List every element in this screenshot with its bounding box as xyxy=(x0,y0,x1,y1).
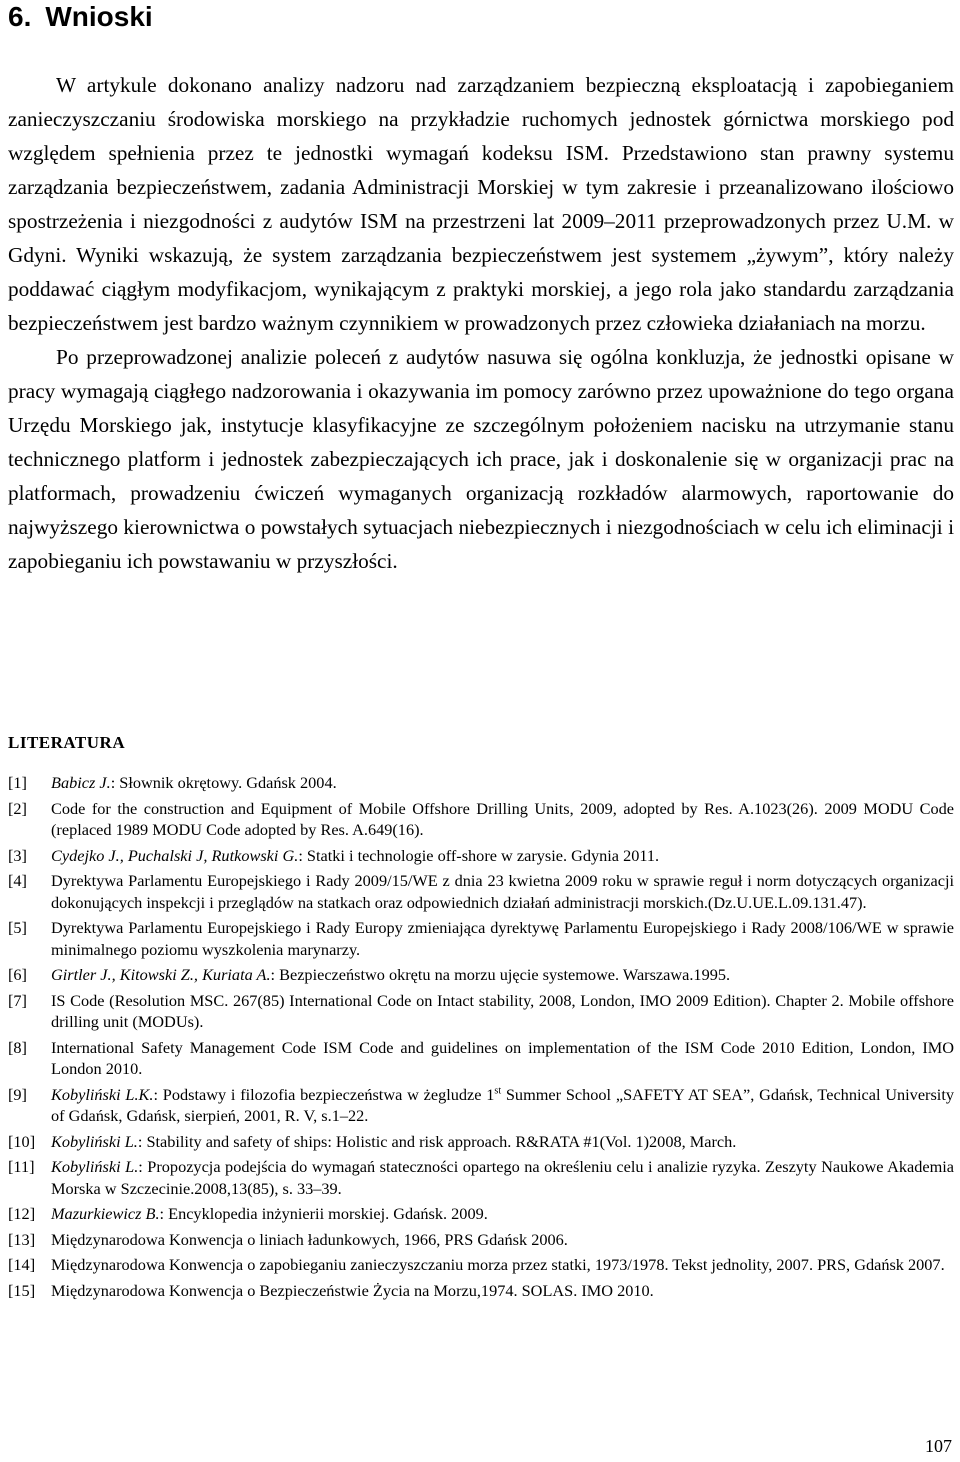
reference-item xyxy=(8,1229,954,1251)
reference-number: [2] xyxy=(8,798,27,818)
reference-item xyxy=(8,1084,954,1127)
reference-item xyxy=(8,845,954,867)
section-heading xyxy=(8,0,153,34)
reference-text: Dyrektywa Parlamentu Europejskiego i Rady 2009/15/WE z dnia 23 kwietna 2009 roku w sprawie reguł i norm dotyczących organizacji dokonujących inspekcji i przeglądów na statkach oraz odpowiednich działań administracji morskich.(Dz.U.UE.L.09.131.47). xyxy=(51,871,954,912)
reference-number: [1] xyxy=(8,773,27,792)
reference-text-continued: Summer School „SAFETY AT SEA”, Gdańsk, Technical University of Gdańsk, Gdańsk, sierpień, 2001, R. V, s.1–22. xyxy=(51,1084,954,1125)
reference-text: : Stability and safety of ships: Holistic and risk approach. R&RATA #1(Vol. 1)2008, March. xyxy=(137,1131,737,1151)
reference-item xyxy=(8,1280,954,1302)
reference-item xyxy=(8,798,954,841)
reference-number: [7] xyxy=(8,990,27,1010)
literature-title: LITERATURA xyxy=(8,733,126,752)
reference-item xyxy=(8,990,954,1033)
paragraph: Po przeprowadzonej analizie poleceń z audytów nasuwa się ogólna konkluzja, że jednostki opisane w pracy wymagają ciągłego nadzorowania i okazywania im pomocy zarówno przez upoważnione do tego organa Urzędu Morskiego jak, instytucje klasyfikacyjne ze szczególnym położeniem nacisku na utrzymanie stanu technicznego platform i jednostek zabezpieczających ich prace, jak i doskonalenie się w organizacji prac na platformach, prowadzeniu ćwiczeń wymaganych organizacją rozkładów alarmowych, raportowanie do najwyższego kierownictwa o powstałych sytuacjach niebezpiecznych i niezgodnościach w celu ich eliminacji i zapobieganiu ich powstawaniu w przyszłości. xyxy=(8,345,954,573)
reference-item xyxy=(8,870,954,913)
reference-author: Kobyliński L.K. xyxy=(51,1084,154,1104)
section-number: 6. xyxy=(8,1,32,32)
reference-number: [8] xyxy=(8,1037,27,1057)
reference-author: Cydejko J., Puchalski J, Rutkowski G. xyxy=(51,845,299,865)
reference-item xyxy=(8,964,954,986)
reference-item xyxy=(8,1254,954,1276)
reference-text: : Statki i technologie off-shore w zarysie. Gdynia 2011. xyxy=(298,845,660,865)
paragraph: W artykule dokonano analizy nadzoru nad zarządzaniem bezpieczną eksploatacją i zapobieganiem zanieczyszczaniu środowiska morskiego na przykładzie ruchomych jednostek górnictwa morskiego pod względem spełnienia przez te jednostki wymagań kodeksu ISM. Przedstawiono stan prawny systemu zarządzania bezpieczeństwem, zadania Administracji Morskiej w tym zakresie i przeanalizowano ilościowo spostrzeżenia i niezgodności z audytów ISM na przestrzeni lat 2009–2011 przeprowadzonych przez U.M. w Gdyni. Wyniki wskazują, że system zarządzania bezpieczeństwem jest systemem „żywym”, który należy poddawać ciągłym modyfikacjom, wynikającym z praktyki morskiej, a jego rola jako standardu zarządzania bezpieczeństwem jest bardzo ważnym czynnikiem w prowadzonych przez człowieka działaniach na morzu. xyxy=(8,73,954,335)
reference-list xyxy=(8,772,954,1305)
reference-text: Międzynarodowa Konwencja o Bezpieczeństwie Życia na Morzu,1974. SOLAS. IMO 2010. xyxy=(51,1280,654,1300)
reference-text: IS Code (Resolution MSC. 267(85) International Code on Intact stability, 2008, London, IMO 2009 Edition). Chapter 2. Mobile offshore drilling unit (MODUs). xyxy=(51,990,954,1031)
reference-author: Kobyliński L. xyxy=(51,1131,138,1151)
reference-superscript: st xyxy=(494,1085,502,1097)
reference-text: : Podstawy i filozofia bezpieczeństwa w żegludze 1 xyxy=(153,1084,495,1104)
reference-number: [6] xyxy=(8,965,27,984)
reference-author: Mazurkiewicz B. xyxy=(51,1204,160,1223)
reference-text: Międzynarodowa Konwencja o liniach ładunkowych, 1966, PRS Gdańsk 2006. xyxy=(51,1229,568,1249)
reference-text: Dyrektywa Parlamentu Europejskiego i Rady Europy zmieniająca dyrektywę Parlamentu Europejskiego i Rady 2008/106/WE w sprawie minimalnego poziomu wyszkolenia marynarzy. xyxy=(51,918,954,959)
reference-number: [11] xyxy=(8,1157,35,1176)
reference-item xyxy=(8,1131,954,1153)
reference-author: Babicz J. xyxy=(51,773,111,792)
section-title: Wnioski xyxy=(45,1,153,32)
reference-item xyxy=(8,1156,954,1199)
conclusions-body xyxy=(8,68,954,578)
reference-item xyxy=(8,1203,954,1225)
reference-text: Code for the construction and Equipment of Mobile Offshore Drilling Units, 2009, adopted by Res. A.1023(26). 2009 MODU Code (replaced 1989 MODU Code adopted by Res. A.649(16). xyxy=(51,798,954,839)
reference-text: Międzynarodowa Konwencja o zapobieganiu zanieczyszczaniu morza przez statki, 1973/1978. Tekst jednolity, 2007. PRS, Gdańsk 2007. xyxy=(51,1255,945,1274)
reference-item xyxy=(8,917,954,960)
reference-number: [9] xyxy=(8,1084,27,1104)
reference-number: [14] xyxy=(8,1255,36,1274)
reference-text: : Encyklopedia inżynierii morskiej. Gdańsk. 2009. xyxy=(159,1204,488,1223)
reference-number: [15] xyxy=(8,1280,36,1300)
reference-number: [12] xyxy=(8,1204,36,1223)
reference-author: Kobyliński L. xyxy=(51,1157,139,1176)
reference-number: [10] xyxy=(8,1131,36,1151)
reference-author: Girtler J., Kitowski Z., Kuriata A. xyxy=(51,965,271,984)
reference-text: International Safety Management Code ISM Code and guidelines on implementation of the ISM Code 2010 Edition, London, IMO London 2010. xyxy=(51,1037,954,1078)
reference-number: [3] xyxy=(8,845,27,865)
reference-number: [4] xyxy=(8,871,27,890)
reference-number: [13] xyxy=(8,1229,36,1249)
reference-text: : Bezpieczeństwo okrętu na morzu ujęcie systemowe. Warszawa.1995. xyxy=(270,965,731,984)
page-number: 107 xyxy=(925,1436,952,1456)
reference-text: : Słownik okrętowy. Gdańsk 2004. xyxy=(110,773,337,792)
reference-item xyxy=(8,772,954,794)
reference-number: [5] xyxy=(8,918,27,937)
reference-text: : Propozycja podejścia do wymagań stateczności opartego na określeniu celu i analizie ryzyka. Zeszyty Naukowe Akademia Morska w Szczecinie.2008,13(85), s. 33–39. xyxy=(51,1157,955,1198)
reference-item xyxy=(8,1037,954,1080)
